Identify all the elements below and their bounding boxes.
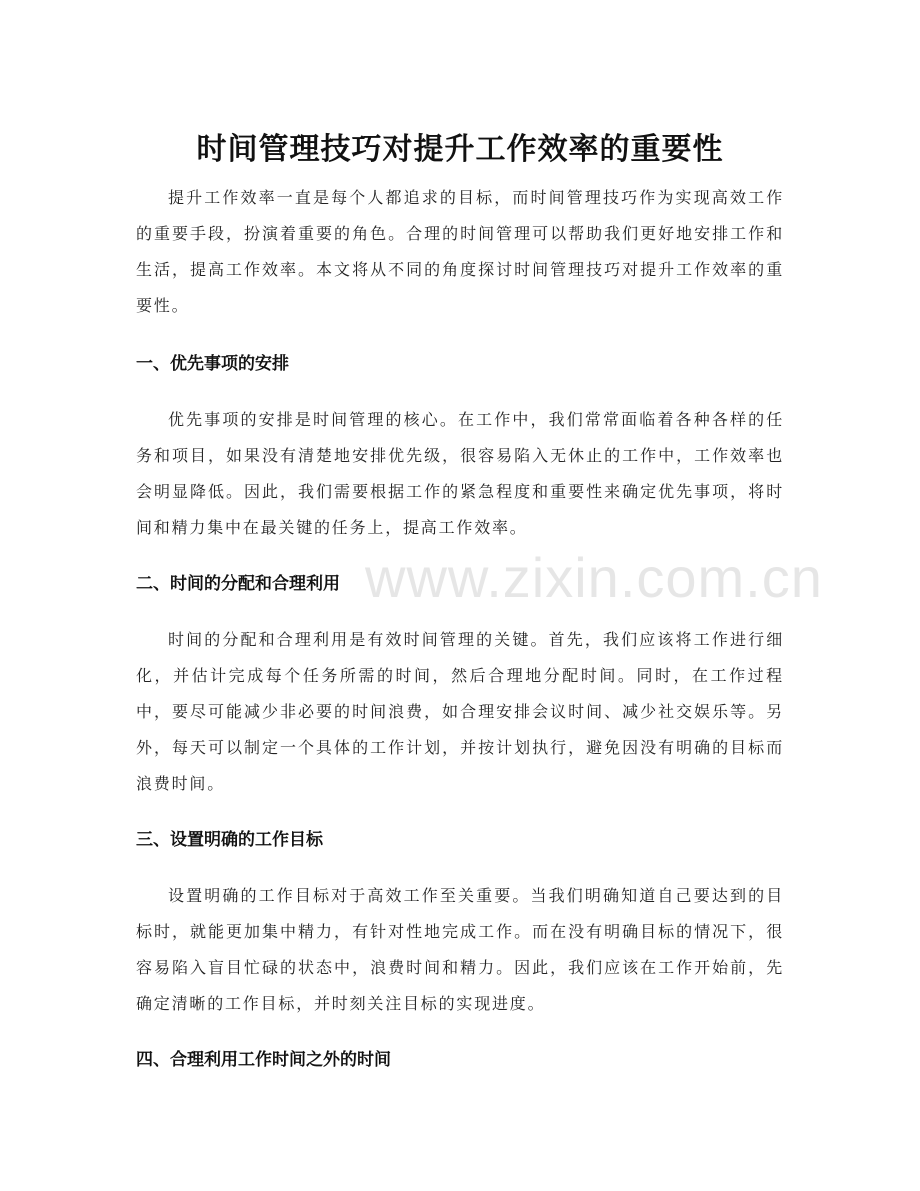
section-2-body: 时间的分配和合理利用是有效时间管理的关键。首先，我们应该将工作进行细化，并估计完成每个任务所需的时间，然后合理地分配时间。同时，在工作过程中，要尽可能减少非必要的时间浪费，如合理安排会议时间、减少社交娱乐等。另外，每天可以制定一个具体的工作计划，并按计划执行，避免因没有明确的目标而浪费时间。 [136, 630, 784, 793]
watermark: www.zixin.com.cn [365, 546, 823, 609]
intro-paragraph: 提升工作效率一直是每个人都追求的目标，而时间管理技巧作为实现高效工作的重要手段，扮演着重要的角色。合理的时间管理可以帮助我们更好地安排工作和生活，提高工作效率。本文将从不同的角度探讨时间管理技巧对提升工作效率的重要性。 [136, 188, 784, 315]
section-4-heading: 四、合理利用工作时间之外的时间 [136, 1050, 391, 1070]
document-title: 时间管理技巧对提升工作效率的重要性 [196, 132, 724, 168]
section-3-heading: 三、设置明确的工作目标 [136, 830, 323, 850]
section-1-heading: 一、优先事项的安排 [136, 354, 289, 374]
section-2-heading: 二、时间的分配和合理利用 [136, 574, 340, 594]
section-3-body: 设置明确的工作目标对于高效工作至关重要。当我们明确知道自己要达到的目标时，就能更加集中精力，有针对性地完成工作。而在没有明确目标的情况下，很容易陷入盲目忙碌的状态中，浪费时间和精力。因此，我们应该在工作开始前，先确定清晰的工作目标，并时刻关注目标的实现进度。 [136, 886, 784, 1013]
section-1-body: 优先事项的安排是时间管理的核心。在工作中，我们常常面临着各种各样的任务和项目，如果没有清楚地安排优先级，很容易陷入无休止的工作中，工作效率也会明显降低。因此，我们需要根据工作的紧急程度和重要性来确定优先事项，将时间和精力集中在最关键的任务上，提高工作效率。 [136, 410, 784, 537]
document-body [136, 180, 784, 1078]
